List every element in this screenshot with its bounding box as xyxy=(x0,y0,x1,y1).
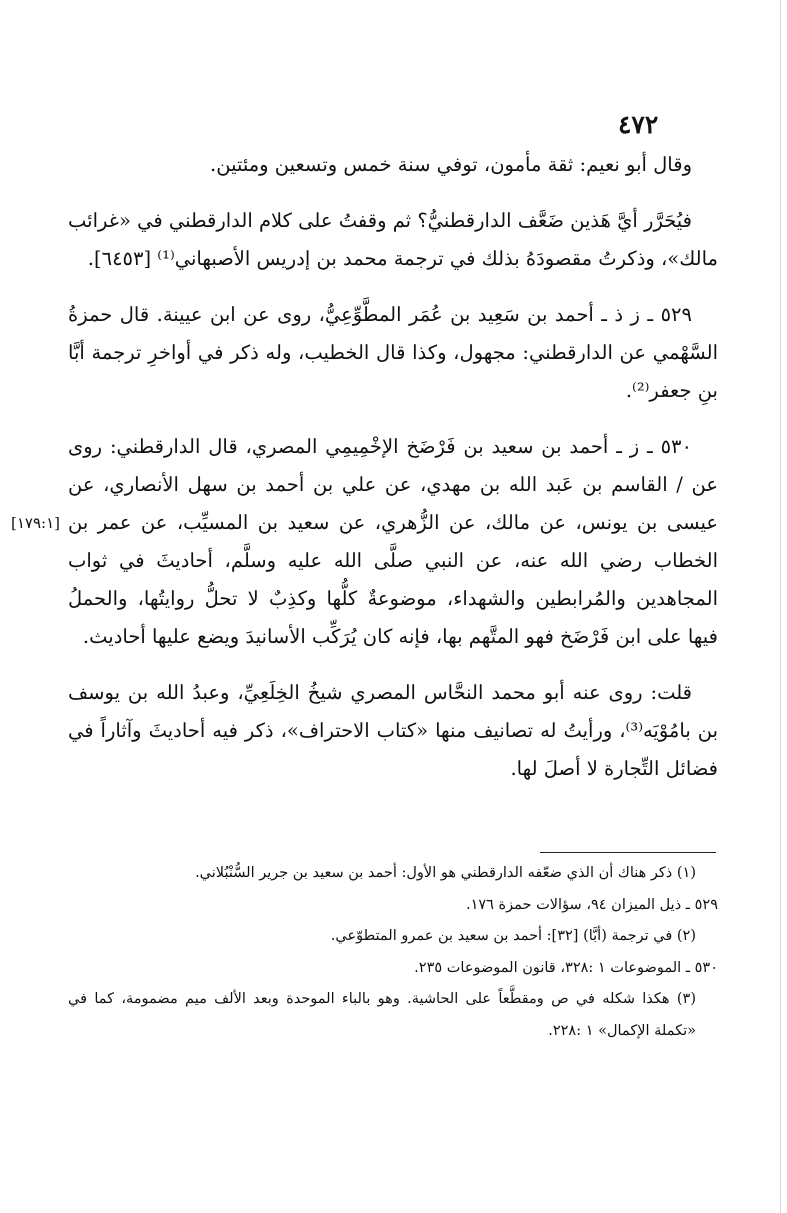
paragraph-1: وقال أبو نعيم: ثقة مأمون، توفي سنة خمس وتسعين ومئتين. xyxy=(210,153,692,176)
paragraph-entry-529: ٥٢٩ ـ ز ذ ـ أحمد بن سَعِيد بن عُمَر المطَّوِّعِيُّ، روى عن ابن عيينة. قال حمزةُ السَّهْمي عن الدارقطني: مجهول، وكذا قال الخطيب، وله ذكر في أواخرِ ترجمة أبَّا بنِ جعفر⁽²⁾. xyxy=(68,303,718,402)
margin-marker: [١٧٩:١] xyxy=(11,514,60,532)
footnote-3: (٣) هكذا شكله في ص ومقطَّعاً على الحاشية. وهو بالباء الموحدة وبعد الألف ميم مضمومة، كما في «تكملة الإكمال» ١ :٢٢٨. xyxy=(68,991,696,1039)
paragraph-2: فيُحَرَّر أيَّ هَذين ضَعَّف الدارقطنيُّ؟ ثم وقفتُ على كلام الدارقطني في «غرائب مالك»، وذكرتُ مقصودَهُ بذلك في ترجمة محمد بن إدريس الأصبهاني⁽¹⁾ [٦٤٥٣]. xyxy=(68,209,718,270)
paragraph-entry-530: ٥٣٠ ـ ز ـ أحمد بن سعيد بن فَرْضَخ الإخْمِيمِي المصري، قال الدارقطني: روى عن / القاسم بن عَبد الله بن مهدي، عن علي بن أحمد بن سهل الأنصاري، عن عيسى بن يونس، عن مالك، عن الزُّهري، عن سعيد بن المسيِّب، عن عمر بن الخطاب رضي الله عنه، عن النبي صلَّى الله عليه وسلَّم، أحاديثَ في ثواب المجاهدين والمُرابطين والشهداء، موضوعةٌ كلُّها وكذِبٌ لا تحلُّ روايتُها، والحملُ فيها على ابن فَرْضَخ فهو المتَّهم بها، فإنه كان يُرَكِّب الأسانيدَ ويضع عليها أحاديث. xyxy=(68,435,718,648)
page-edge xyxy=(780,0,781,1213)
footnote-entry-530: ٥٣٠ ـ الموضوعات ١ :٣٢٨، قانون الموضوعات ٢٣٥. xyxy=(414,959,718,976)
footnotes xyxy=(68,858,718,1047)
paragraph-5: قلت: روى عنه أبو محمد النحَّاس المصري شيخُ الخِلَعِيِّ، وعبدُ الله بن يوسف بن بامُوْيَه⁽³⁾، ورأيتُ له تصانيف منها «كتاب الاحتراف»، ذكر فيه أحاديثَ وآثاراً في فضائل التِّجارة لا أصلَ لها. xyxy=(68,681,719,780)
footnote-entry-529: ٥٢٩ ـ ذيل الميزان ٩٤، سؤالات حمزة ١٧٦. xyxy=(465,896,718,913)
footnote-2: (٢) في ترجمة (أبَّا) [٣٢]: أحمد بن سعيد بن عمرو المتطوّعي. xyxy=(330,928,696,944)
footnote-rule xyxy=(540,852,716,853)
page-number: ٤٧٢ xyxy=(618,110,659,139)
footnote-1: (١) ذكر هناك أن الذي ضعّفه الدارقطني هو الأول: أحمد بن سعيد بن جرير السُّنْبُلاني. xyxy=(195,865,696,881)
main-text xyxy=(68,146,718,806)
